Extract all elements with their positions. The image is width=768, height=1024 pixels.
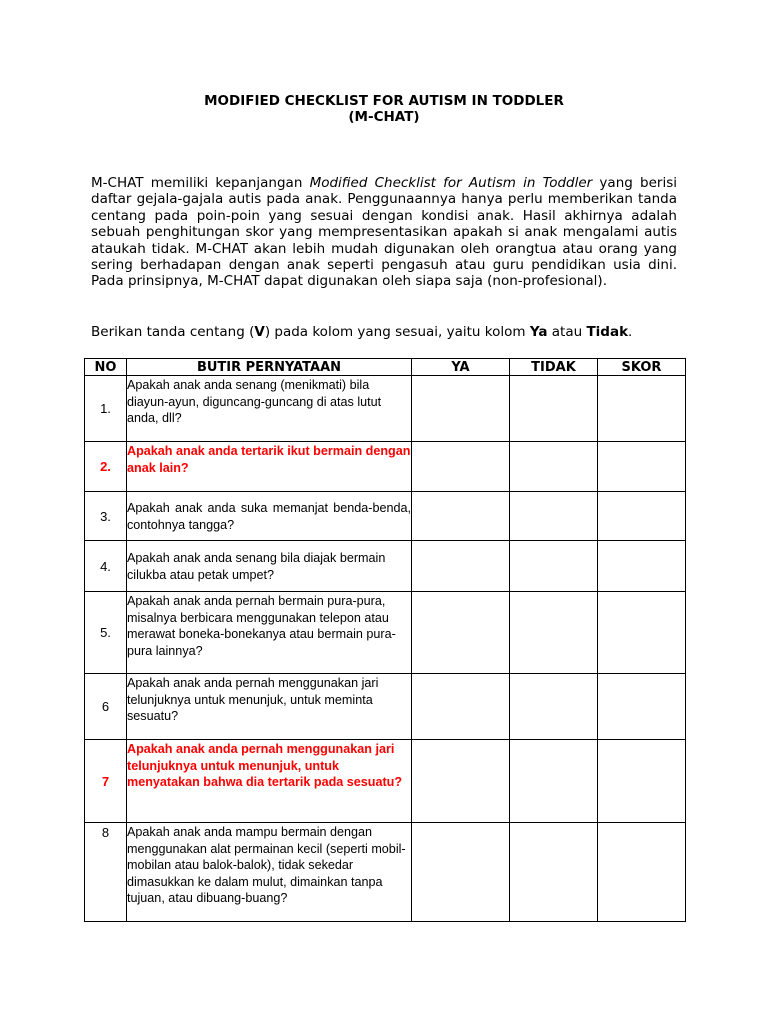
instruction-text-c: atau — [547, 324, 587, 340]
score-cell[interactable] — [598, 376, 686, 442]
document-subtitle: (M-CHAT) — [348, 109, 420, 125]
header-no: NO — [85, 359, 127, 376]
answer-tidak-cell[interactable] — [510, 823, 598, 922]
answer-ya-cell[interactable] — [412, 674, 510, 740]
intro-text-start: M-CHAT memiliki kepanjangan — [91, 175, 310, 191]
header-tidak: TIDAK — [510, 359, 598, 376]
document-title: MODIFIED CHECKLIST FOR AUTISM IN TODDLER — [204, 93, 564, 109]
row-statement — [127, 823, 412, 922]
answer-ya-cell[interactable] — [412, 492, 510, 541]
table-row — [85, 674, 686, 740]
statement-text: Apakah anak anda tertarik ikut bermain dengan anak lain? — [127, 444, 411, 475]
row-number: 6 — [85, 674, 127, 740]
answer-ya-cell[interactable] — [412, 376, 510, 442]
statement-text: Apakah anak anda suka memanjat benda-benda, contohnya tangga? — [127, 500, 411, 532]
row-statement — [127, 592, 412, 674]
answer-tidak-cell[interactable] — [510, 376, 598, 442]
intro-text-italic: Modified Checklist for Autism in Toddler — [309, 175, 593, 191]
answer-ya-cell[interactable] — [412, 442, 510, 492]
row-statement — [127, 740, 412, 823]
answer-tidak-cell[interactable] — [510, 740, 598, 823]
header-ya: YA — [412, 359, 510, 376]
answer-ya-cell[interactable] — [412, 592, 510, 674]
answer-ya-cell[interactable] — [412, 740, 510, 823]
row-number: 4. — [85, 541, 127, 592]
table-row — [85, 442, 686, 492]
header-skor: SKOR — [598, 359, 686, 376]
answer-tidak-cell[interactable] — [510, 492, 598, 541]
row-statement — [127, 541, 412, 592]
score-cell[interactable] — [598, 674, 686, 740]
checklist-table — [84, 358, 686, 922]
answer-tidak-cell[interactable] — [510, 442, 598, 492]
instruction-tidak: Tidak — [586, 324, 629, 340]
row-number: 3. — [85, 492, 127, 541]
score-cell[interactable] — [598, 740, 686, 823]
statement-text: Apakah anak anda senang (menikmati) bila diayun-ayun, diguncang-guncang di atas lutut anda, dll? — [127, 378, 382, 426]
instruction-text-d: . — [628, 324, 633, 340]
row-number: 7 — [85, 740, 127, 823]
row-number: 8 — [85, 823, 127, 922]
instruction-ya: Ya — [529, 324, 548, 340]
row-statement — [127, 674, 412, 740]
score-cell[interactable] — [598, 442, 686, 492]
row-statement — [127, 492, 412, 541]
table-row — [85, 740, 686, 823]
score-cell[interactable] — [598, 492, 686, 541]
instruction-line — [91, 324, 632, 340]
answer-tidak-cell[interactable] — [510, 592, 598, 674]
table-row — [85, 592, 686, 674]
instruction-text-b: ) pada kolom yang sesuai, yaitu kolom — [264, 324, 530, 340]
table-row — [85, 492, 686, 541]
table-row — [85, 541, 686, 592]
row-statement — [127, 376, 412, 442]
header-statement: BUTIR PERNYATAAN — [127, 359, 412, 376]
table-row — [85, 376, 686, 442]
statement-text: Apakah anak anda pernah menggunakan jari telunjuknya untuk menunjuk, untuk meminta sesuatu? — [127, 676, 379, 724]
answer-ya-cell[interactable] — [412, 823, 510, 922]
answer-tidak-cell[interactable] — [510, 674, 598, 740]
statement-text: Apakah anak anda pernah bermain pura-pura, misalnya berbicara menggunakan telepon atau merawat boneka-bonekanya atau bermain pura-pura lainnya? — [127, 594, 396, 658]
table-header-row — [85, 359, 686, 376]
row-statement — [127, 442, 412, 492]
statement-text: Apakah anak anda pernah menggunakan jari telunjuknya untuk menunjuk, untuk menyatakan bahwa dia tertarik pada sesuatu? — [127, 742, 403, 790]
score-cell[interactable] — [598, 823, 686, 922]
intro-paragraph — [91, 175, 677, 290]
table-row — [85, 823, 686, 922]
instruction-text-a: Berikan tanda centang ( — [91, 324, 255, 340]
answer-tidak-cell[interactable] — [510, 541, 598, 592]
score-cell[interactable] — [598, 592, 686, 674]
intro-text-rest: yang berisi daftar gejala-gajala autis pada anak. Penggunaannya hanya perlu memberikan tanda centang pada poin-poin yang sesuai dengan kondisi anak. Hasil akhirnya adalah sebuah penghitungan skor yang mempresentasikan apakah si anak mengalami autis ataukah tidak. M-CHAT akan lebih mudah digunakan oleh orangtua atau orang yang sering berhadapan dengan anak seperti pengasuh atau guru pendidikan usia dini. Pada prinsipnya, M-CHAT dapat digunakan oleh siapa saja (non-profesional). — [91, 175, 677, 290]
instruction-check-mark: V — [254, 324, 265, 340]
score-cell[interactable] — [598, 541, 686, 592]
row-number: 1. — [85, 376, 127, 442]
row-number: 2. — [85, 442, 127, 492]
answer-ya-cell[interactable] — [412, 541, 510, 592]
row-number: 5. — [85, 592, 127, 674]
statement-text: Apakah anak anda mampu bermain dengan menggunakan alat permainan kecil (seperti mobil- mobilan atau balok-balok), tidak sekedar dimasukkan ke dalam mulut, dimainkan tanpa tujuan, atau dibuang-buang? — [127, 825, 406, 906]
statement-text: Apakah anak anda senang bila diajak bermain cilukba atau petak umpet? — [127, 550, 386, 582]
